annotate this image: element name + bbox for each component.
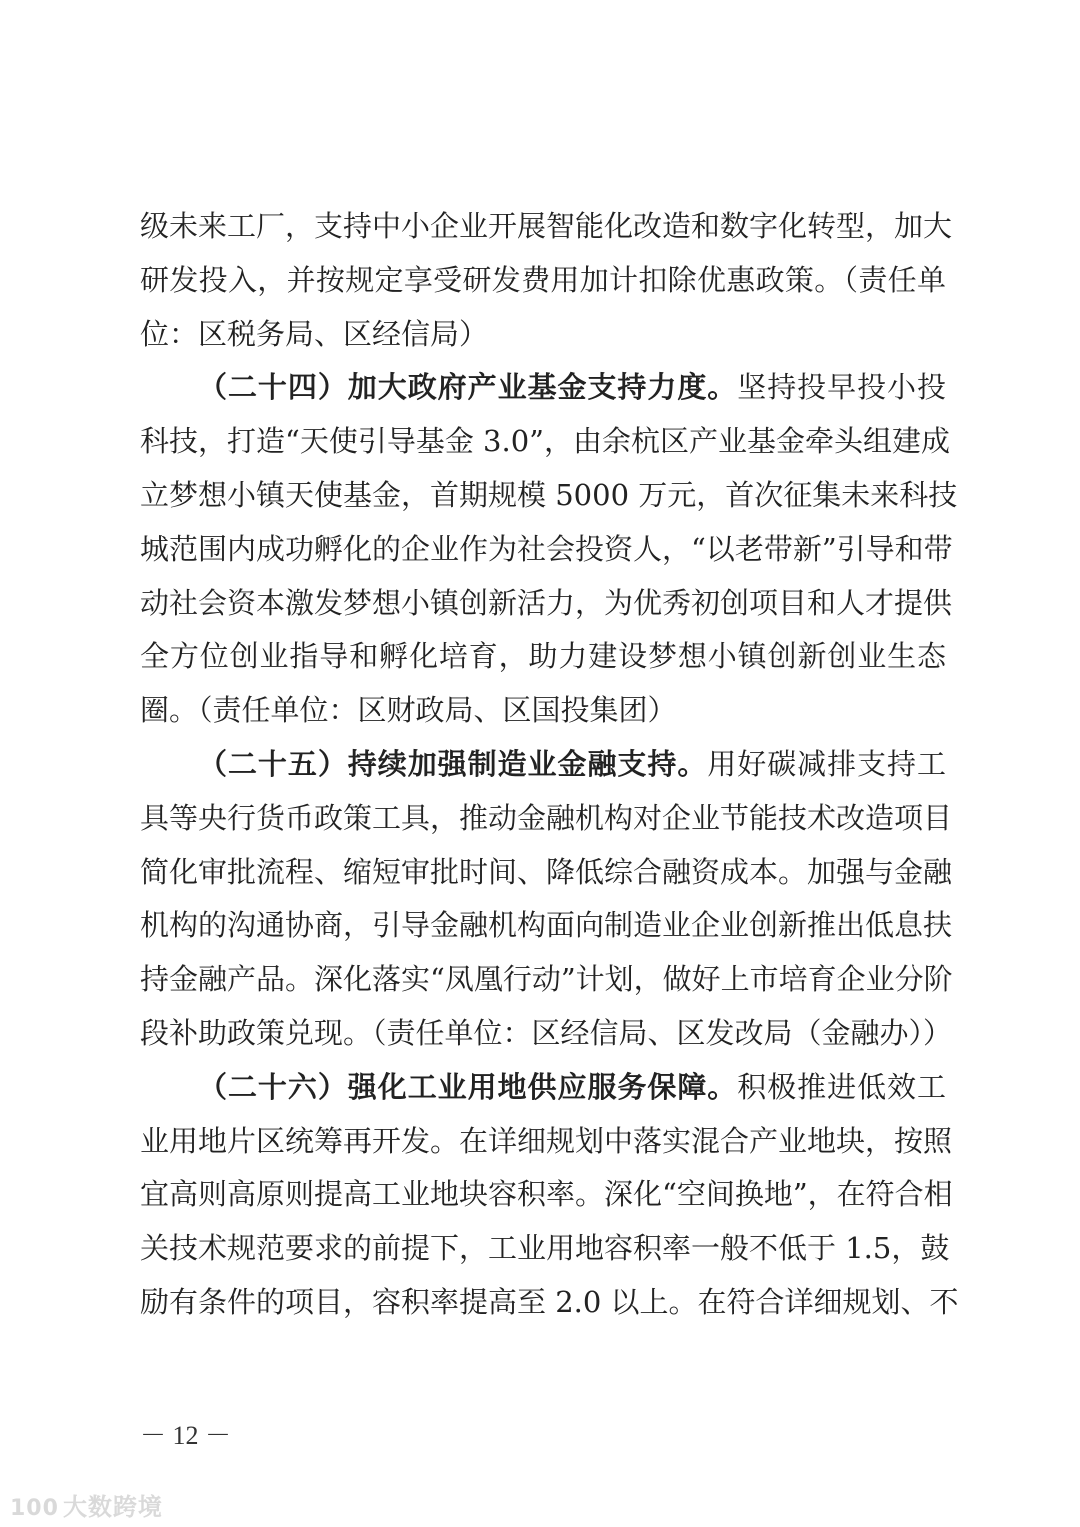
text-line xyxy=(140,577,953,631)
line-text: 持金融产品。深化落实“凤凰行动”计划，做好上市培育企业分阶 xyxy=(140,962,953,997)
page-number: － 12 － xyxy=(140,1421,232,1450)
line-text: 全方位创业指导和孵化培育，助力建设梦想小镇创新创业生态 xyxy=(140,639,946,674)
line-text: 宜高则高原则提高工业地块容积率。深化“空间换地”，在符合相 xyxy=(140,1177,953,1212)
line-text: 用好碳减排支持工 xyxy=(707,746,946,781)
text-line xyxy=(140,1007,953,1061)
line-text: 积极推进低效工 xyxy=(737,1069,946,1104)
text-line xyxy=(140,630,946,684)
section-heading: （二十四）加大政府产业基金支持力度。 xyxy=(198,370,738,405)
text-line xyxy=(140,1115,953,1169)
line-text: 关技术规范要求的前提下，工业用地容积率一般不低于 1.5，鼓 xyxy=(140,1231,950,1266)
text-line xyxy=(140,200,953,254)
text-line xyxy=(140,1276,959,1330)
section-heading: （二十六）强化工业用地供应服务保障。 xyxy=(198,1069,738,1104)
watermark-logo-icon: 100 xyxy=(10,1496,59,1521)
watermark-text: 大数跨境 xyxy=(62,1493,163,1521)
line-text: 位：区税务局、区经信局） xyxy=(140,316,489,351)
line-text: 动社会资本激发梦想小镇创新活力，为优秀初创项目和人才提供 xyxy=(140,585,953,620)
line-text: 励有条件的项目，容积率提高至 2.0 以上。在符合详细规划、不 xyxy=(140,1284,959,1319)
text-line xyxy=(140,469,958,523)
text-line xyxy=(140,684,946,738)
line-text: 城范围内成功孵化的企业作为社会投资人，“以老带新”引导和带 xyxy=(140,531,953,566)
line-text: 机构的沟通协商，引导金融机构面向制造业企业创新推出低息扶 xyxy=(140,908,953,943)
line-text: 研发投入，并按规定享受研发费用加计扣除优惠政策。（责任单 xyxy=(140,262,946,297)
document-body xyxy=(140,200,959,1330)
line-text: 段补助政策兑现。（责任单位：区经信局、区发改局（金融办）） xyxy=(140,1015,953,1050)
line-text: 具等央行货币政策工具，推动金融机构对企业节能技术改造项目 xyxy=(140,800,953,835)
text-line xyxy=(140,1222,950,1276)
text-line xyxy=(140,899,953,953)
text-line xyxy=(140,523,953,577)
line-text: 科技，打造“天使引导基金 3.0”，由余杭区产业基金牵头组建成 xyxy=(140,424,950,459)
text-line xyxy=(140,738,946,792)
text-line xyxy=(140,1061,946,1115)
line-text: 立梦想小镇天使基金，首期规模 5000 万元，首次征集未来科技 xyxy=(140,477,958,512)
line-text: 级未来工厂，支持中小企业开展智能化改造和数字化转型，加大 xyxy=(140,209,953,243)
text-line xyxy=(140,792,953,846)
text-line xyxy=(140,846,953,900)
line-text: 业用地片区统筹再开发。在详细规划中落实混合产业地块，按照 xyxy=(140,1123,953,1158)
section-heading: （二十五）持续加强制造业金融支持。 xyxy=(198,746,708,781)
text-line xyxy=(140,953,953,1007)
line-text: 简化审批流程、缩短审批时间、降低综合融资成本。加强与金融 xyxy=(140,854,953,889)
watermark xyxy=(10,1487,163,1522)
line-text: 圈。（责任单位：区财政局、区国投集团） xyxy=(140,693,677,728)
text-line xyxy=(140,415,950,469)
text-line xyxy=(140,361,946,415)
line-text: 坚持投早投小投 xyxy=(737,370,946,405)
text-line xyxy=(140,1168,953,1222)
text-line xyxy=(140,308,946,362)
text-line xyxy=(140,254,946,308)
